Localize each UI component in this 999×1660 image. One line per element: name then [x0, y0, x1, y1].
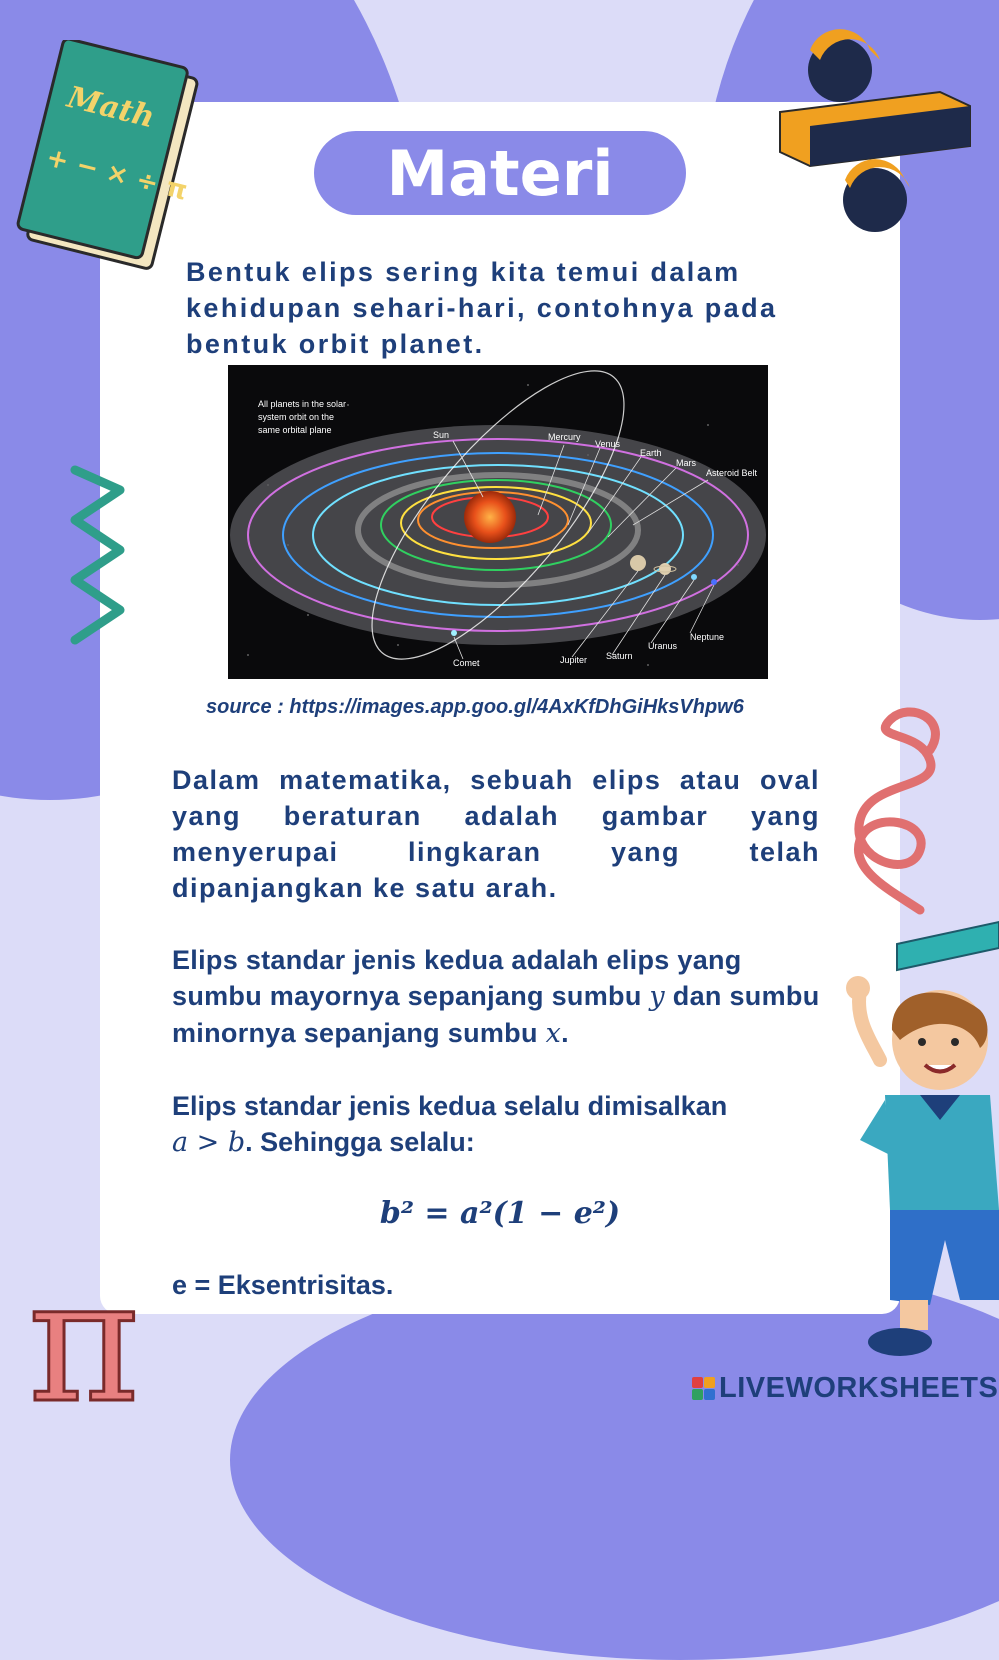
boy-illustration [830, 970, 999, 1370]
paragraph-ellipse-type-part1: Elips standar jenis kedua adalah elips yang sumbu mayornya sepanjang sumbu [172, 945, 742, 1011]
paragraph-ellipse-type [172, 942, 820, 1052]
page-title: Materi [386, 136, 614, 210]
intro-paragraph: Bentuk elips sering kita temui dalam kehidupan sehari-hari, contohnya pada bentuk orbit planet. [186, 257, 778, 359]
label-uranus: Uranus [648, 641, 678, 651]
label-saturn: Saturn [606, 651, 633, 661]
book-symbols: + − × ÷ π [43, 142, 191, 207]
label-mercury: Mercury [548, 432, 581, 442]
divide-sign-icon [770, 20, 980, 245]
paragraph-definition: Dalam matematika, sebuah elips atau oval yang beraturan adalah gambar yang menyerupai lingkaran yang telah dipanjangkan ke satu arah. [172, 765, 820, 903]
label-asteroid-belt: Asteroid Belt [706, 468, 758, 478]
solar-system-image [228, 365, 768, 679]
paragraph-ellipse-type-part3: . [561, 1018, 569, 1048]
figure-caption-line-2: system orbit on the [258, 412, 335, 422]
page-title-pill [314, 131, 686, 215]
label-sun: Sun [433, 430, 450, 440]
figure-caption-line-1: All planets in the solar [258, 399, 347, 409]
brand-name: LIVEWORKSHEETS [719, 1372, 999, 1404]
label-venus: Venus [595, 439, 621, 449]
label-jupiter: Jupiter [560, 655, 588, 665]
eccentricity-note: e = Eksentrisitas. [172, 1270, 394, 1300]
paragraph-condition-part2: . Sehingga selalu: [245, 1127, 475, 1157]
minus-block-decoration [893, 918, 999, 978]
image-source: source : https://images.app.goo.gl/4AxKfDhGiHksVhpw6 [206, 696, 744, 718]
pi-symbol: π [28, 1250, 140, 1415]
pi-symbol-icon [10, 1250, 170, 1415]
label-earth: Earth [640, 448, 662, 458]
condition-formula: a > b [172, 1127, 246, 1158]
paragraph-ellipse-type-part2: dan sumbu minornya sepanjang sumbu [172, 981, 820, 1048]
paragraph-condition [172, 1088, 832, 1161]
book-label: Math [63, 79, 159, 136]
paragraph-condition-part1: Elips standar jenis kedua selalu dimisalkan [172, 1091, 728, 1121]
label-neptune: Neptune [690, 632, 725, 642]
figure-caption-line-3: same orbital plane [258, 425, 332, 435]
var-x: x [545, 1018, 562, 1049]
label-comet: Comet [453, 658, 480, 668]
liveworksheets-brand[interactable] [692, 1372, 998, 1405]
liveworksheets-logo-icon [692, 1377, 715, 1400]
equation: b² = a²(1 − e²) [379, 1196, 621, 1231]
var-y: y [649, 981, 665, 1012]
label-mars: Mars [676, 458, 696, 468]
spiral-decoration [830, 700, 960, 915]
zigzag-decoration [60, 460, 140, 650]
math-book-icon [8, 40, 208, 280]
